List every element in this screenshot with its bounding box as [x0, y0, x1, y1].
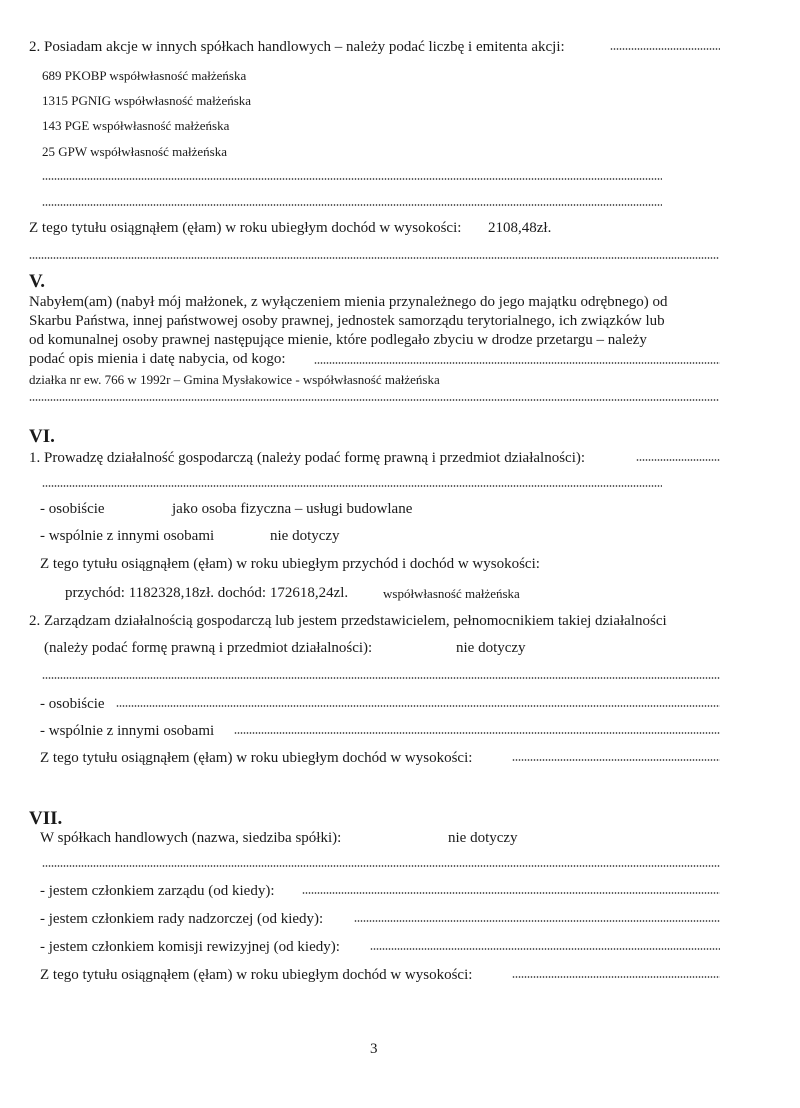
- blank-line: [42, 864, 720, 868]
- section-vi-heading: VI.: [29, 426, 55, 447]
- blank-line: [29, 256, 719, 260]
- business-joint-value: nie dotyczy: [270, 528, 340, 544]
- audit-member-dots: [370, 947, 720, 951]
- blank-line: [42, 484, 662, 488]
- shares-income-value: 2108,48zł.: [488, 220, 552, 236]
- business-q2-joint-dots: [234, 731, 720, 735]
- business-q2-value: nie dotyczy: [456, 640, 526, 656]
- blank-line: [42, 177, 662, 181]
- board-member-dots: [302, 891, 720, 895]
- section-v-answer: działka nr ew. 766 w 1992r – Gmina Mysłakowice - współwłasność małżeńska: [29, 372, 440, 387]
- shares-income-label: Z tego tytułu osiągnąłem (ęłam) w roku ubiegłym dochód w wysokości:: [29, 220, 462, 236]
- q2-shares-label: 2. Posiadam akcje w innych spółkach handlowych – należy podać liczbę i emitenta akcji:: [29, 39, 565, 55]
- business-joint-label: - wspólnie z innymi osobami: [40, 528, 215, 544]
- blank-line: [29, 398, 719, 402]
- section-v-heading: V.: [29, 271, 46, 292]
- section-v-dots: [314, 361, 720, 365]
- business-income-value: przychód: 1182328,18zł. dochód: 172618,24zl.: [65, 585, 349, 601]
- business-personal-value: jako osoba fizyczna – usługi budowlane: [172, 501, 413, 517]
- supervisory-member-dots: [354, 919, 720, 923]
- business-q2-label: 2. Zarządzam działalnością gospodarczą lub jestem przedstawicielem, pełnomocnikiem takiej działalności: [29, 613, 667, 629]
- business-q1-dots: [636, 458, 720, 462]
- companies-income-dots: [512, 975, 720, 979]
- blank-line: [42, 203, 662, 207]
- business-q2-joint: - wspólnie z innymi osobami: [40, 723, 215, 739]
- audit-member-label: - jestem członkiem komisji rewizyjnej (od kiedy):: [40, 939, 340, 955]
- section-v-line-1: Nabyłem(am) (nabył mój małżonek, z wyłączeniem mienia przynależnego do jego majątku odrębnego) od: [29, 294, 668, 310]
- business-q2-income-dots: [512, 758, 720, 762]
- section-vii-heading: VII.: [29, 808, 63, 829]
- companies-income-label: Z tego tytułu osiągnąłem (ęłam) w roku ubiegłym dochód w wysokości:: [40, 967, 473, 983]
- business-income-label: Z tego tytułu osiągnąłem (ęłam) w roku ubiegłym przychód i dochód w wysokości:: [40, 556, 540, 572]
- share-entry-pge: 143 PGE współwłasność małżeńska: [42, 118, 230, 133]
- q2-shares-dots: [610, 47, 720, 51]
- business-q2-sub: (należy podać formę prawną i przedmiot działalności):: [44, 640, 373, 656]
- companies-label: W spółkach handlowych (nazwa, siedziba spółki):: [40, 830, 342, 846]
- business-q2-personal: - osobiście: [40, 696, 105, 712]
- section-v-line-4: podać opis mienia i datę nabycia, od kogo:: [29, 351, 286, 367]
- companies-value: nie dotyczy: [448, 830, 518, 846]
- business-personal-label: - osobiście: [40, 501, 105, 517]
- blank-line: [42, 676, 720, 680]
- business-q1-label: 1. Prowadzę działalność gospodarczą (należy podać formę prawną i przedmiot działalności):: [29, 450, 586, 466]
- section-v-line-2: Skarbu Państwa, innej państwowej osoby prawnej, jednostek samorządu terytorialnego, ich związków lub: [29, 313, 665, 329]
- share-entry-gpw: 25 GPW współwłasność małżeńska: [42, 144, 227, 159]
- share-entry-pkobp: 689 PKOBP współwłasność małżeńska: [42, 68, 247, 83]
- business-q2-income: Z tego tytułu osiągnąłem (ęłam) w roku ubiegłym dochód w wysokości:: [40, 750, 473, 766]
- page-number: 3: [370, 1041, 378, 1057]
- business-income-note: współwłasność małżeńska: [383, 586, 520, 601]
- board-member-label: - jestem członkiem zarządu (od kiedy):: [40, 883, 275, 899]
- section-v-line-3: od komunalnej osoby prawnej następujące mienie, które podlegało zbyciu w drodze przetargu – należy: [29, 332, 647, 348]
- share-entry-pgnig: 1315 PGNIG współwłasność małżeńska: [42, 93, 252, 108]
- supervisory-member-label: - jestem członkiem rady nadzorczej (od kiedy):: [40, 911, 324, 927]
- business-q2-personal-dots: [116, 704, 720, 708]
